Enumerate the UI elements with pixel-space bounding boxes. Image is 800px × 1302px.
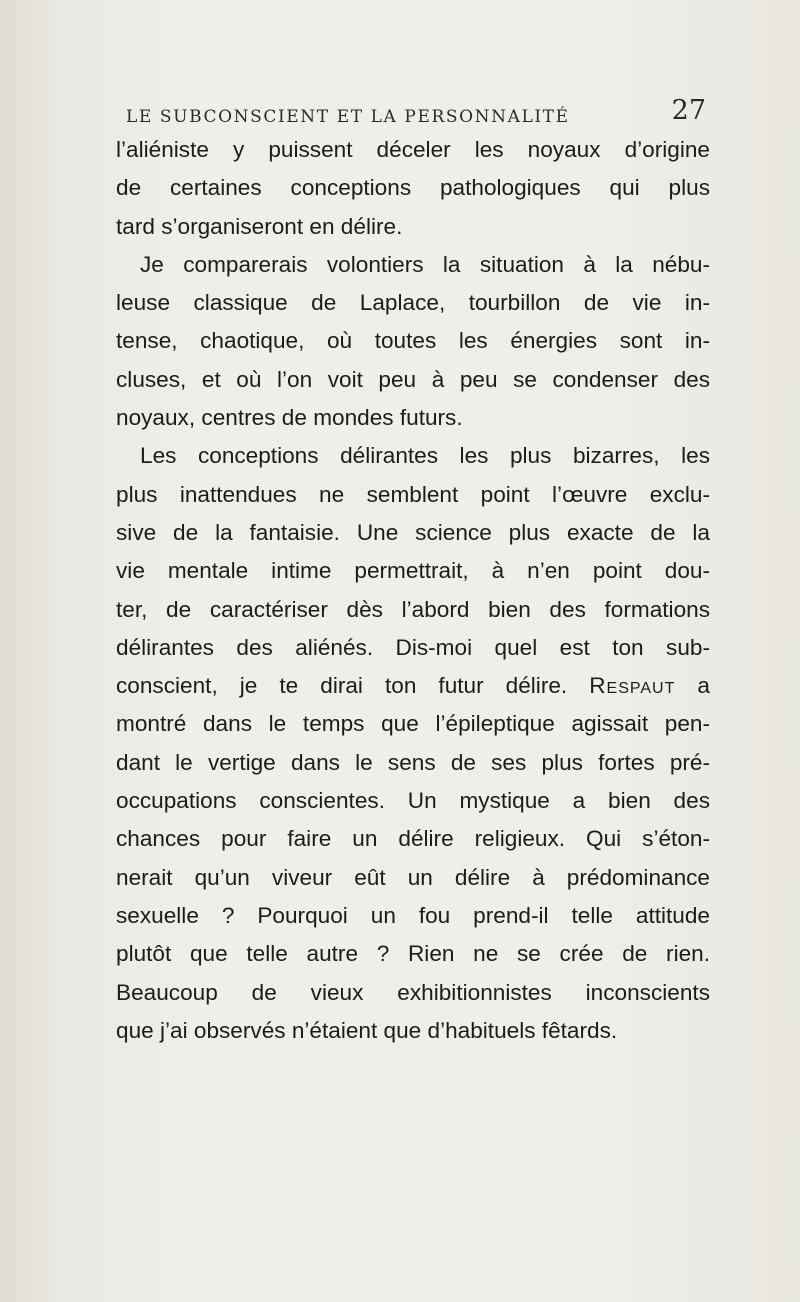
text-line: chances pour faire un délire religieux. Qui s’éton- (116, 826, 710, 852)
text-line: plus inattendues ne semblent point l’œuvre exclu- (116, 481, 710, 507)
text-line: noyaux, centres de mondes futurs. (116, 405, 463, 431)
text-line: l’aliéniste y puissent déceler les noyaux d’origine (116, 137, 710, 162)
text-line: tard s’organiseront en délire. (116, 213, 403, 239)
text-line: Les conceptions délirantes les plus bizarres, les (140, 443, 710, 469)
text-line-with-author (116, 667, 710, 705)
page-number: 27 (671, 95, 706, 126)
running-title: LE SUBCONSCIENT ET LA PERSONNALITÉ (126, 107, 570, 127)
text-line: sive de la fantaisie. Une science plus exacte de la (116, 519, 710, 545)
text-line: dant le vertige dans le sens de ses plus fortes pré- (116, 749, 710, 775)
text-line: nerait qu’un viveur eût un délire à prédominance (116, 864, 710, 890)
text-line: occupations conscientes. Un mystique a bien des (116, 788, 710, 814)
text-line: Je comparerais volontiers la situation à la nébu- (140, 251, 710, 277)
text-line: Beaucoup de vieux exhibitionnistes inconscients (116, 979, 710, 1005)
text-line: montré dans le temps que l’épileptique agissait pen- (116, 711, 710, 737)
text-line: délirantes des aliénés. Dis-moi quel est ton sub- (116, 634, 710, 660)
text-line: de certaines conceptions pathologiques qui plus (116, 175, 710, 201)
text-line: plutôt que telle autre ? Rien ne se crée de rien. (116, 941, 710, 967)
text-line: tense, chaotique, où toutes les énergies sont in- (116, 328, 710, 354)
body-text (116, 131, 710, 1050)
text-line: sexuelle ? Pourquoi un fou prend-il telle attitude (116, 902, 710, 928)
text-line: leuse classique de Laplace, tourbillon de vie in- (116, 290, 710, 316)
running-head (126, 91, 706, 131)
text-fragment: conscient, je te dirai ton futur délire. (116, 673, 568, 699)
author-name: Respaut (589, 673, 676, 699)
text-line: ter, de caractériser dès l’abord bien des formations (116, 596, 710, 622)
text-line: que j’ai observés n’étaient que d’habituels fêtards. (116, 1017, 618, 1043)
text-line: vie mentale intime permettrait, à n’en point dou- (116, 558, 710, 584)
text-fragment: a (697, 673, 710, 699)
text-line: cluses, et où l’on voit peu à peu se condenser des (116, 366, 710, 392)
